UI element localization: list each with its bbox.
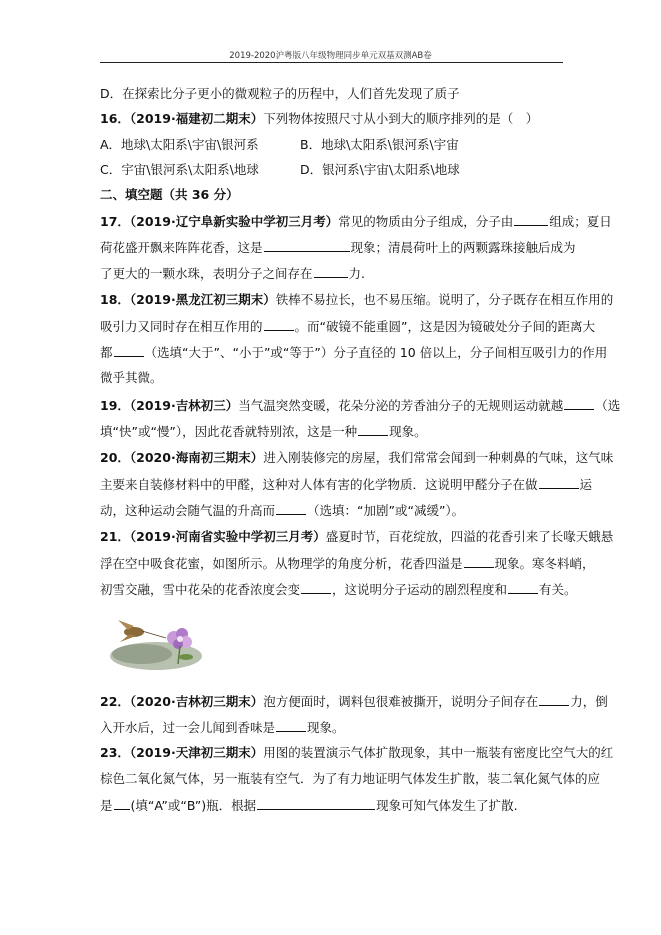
q21-blank-1[interactable]: [464, 555, 494, 568]
q16-text: 下列物体按照尺寸从小到大的顺序排列的是（ ）: [263, 111, 539, 126]
page-header: 2019-2020沪粤版八年级物理同步单元双基双测AB卷: [229, 51, 432, 61]
q18-line-3: [100, 344, 608, 361]
q17-text-2: 组成；夏日: [549, 214, 612, 229]
q17-blank-3[interactable]: [314, 265, 348, 278]
q22-source: （2020·吉林初三期末）: [129, 694, 264, 709]
q21-blank-2[interactable]: [301, 581, 331, 594]
q21-line-2: [100, 555, 595, 572]
q17-blank-2[interactable]: [264, 239, 350, 252]
q22-blank-1[interactable]: [539, 693, 569, 706]
moth-icon: [118, 620, 166, 642]
q18-text-5: （选填“大于”、“小于”或“等于”）分子直径的 10 倍以上，分子间相互吸引力的作用: [144, 345, 608, 360]
q20-text-3: 运: [579, 477, 593, 492]
q22-line-2: [100, 719, 565, 736]
q21-text: 盛夏时节，百花绽放，四溢的花香引来了长喙天蛾悬: [325, 529, 614, 544]
q16-options-cd: [100, 162, 565, 178]
q17-text-4: 现象；清晨荷叶上的两颗露珠接触后成为: [350, 240, 576, 255]
q20-line-2: [100, 476, 593, 493]
q19-line-1: [100, 397, 621, 414]
q19-text: 当气温突然变暖，花朵分泌的芳香油分子的无规则运动就越: [238, 398, 564, 413]
q16-options-ab: [100, 137, 565, 153]
q19-source: （2019·吉林初三）: [129, 398, 239, 413]
q22-text-2: 力，倒: [570, 694, 608, 709]
q23-text-2: 是: [100, 798, 113, 813]
q17-source: （2019·辽宁阜新实验中学初三月考）: [129, 214, 339, 229]
q18-line-1: [100, 292, 614, 308]
q19-blank-2[interactable]: [358, 423, 388, 436]
q19-line-2: [100, 423, 565, 440]
q15-option-d: D．在探索比分子更小的微观粒子的历程中，人们首先发现了质子: [100, 86, 460, 101]
q21-text-3: 现象。寒冬料峭，: [494, 556, 595, 571]
q20-blank-1[interactable]: [539, 476, 579, 489]
q23-line-1: [100, 745, 614, 761]
q16-number: 16．: [100, 111, 130, 126]
q19-text-3: 填“快”或“慢”），因此花香就特别浓，这是一种: [100, 424, 358, 439]
q20-line-3: [100, 502, 565, 519]
q17-text-3: 荷花盛开飘来阵阵花香，这是: [100, 240, 263, 255]
q21-line-1: [100, 529, 614, 545]
q18-number: 18．: [100, 292, 130, 307]
q16-stem: [100, 111, 565, 127]
q17-text-5: 了更大的一颗水珠，表明分子之间存在: [100, 266, 313, 281]
q21-blank-3[interactable]: [508, 581, 538, 594]
q23-source: （2019·天津初三期末）: [129, 745, 264, 760]
q23-text-4: 现象可知气体发生了扩散.: [376, 798, 518, 813]
q18-line-2: [100, 318, 595, 335]
q23-text: 用图的装置演示气体扩散现象，其中一瓶装有密度比空气大的红: [263, 745, 614, 760]
q18-blank-1[interactable]: [264, 318, 294, 331]
q20-text-4: 动，这种运动会随气温的升高而: [100, 503, 276, 518]
q21-number: 21．: [100, 529, 130, 544]
q21-line-3: [100, 581, 577, 598]
q19-text-2: （选: [595, 398, 621, 413]
q22-text-3: 入开水后，过一会儿闻到香味是: [100, 720, 276, 735]
q22-text: 泡方便面时，调料包很难被撕开，说明分子间存在: [263, 694, 539, 709]
q22-line-1: [100, 693, 608, 710]
q23-blank-2[interactable]: [257, 797, 375, 810]
moth-flower-illustration: [104, 612, 214, 672]
q18-text-3: 。而“破镜不能重圆”，这是因为镜破处分子间的距离大: [294, 319, 595, 334]
q17-line-1: [100, 213, 612, 230]
q16-source: （2019·福建初二期末）: [129, 111, 264, 126]
q16-option-b: B．地球\太阳系\银河系\宇宙: [300, 137, 459, 152]
q17-blank-1[interactable]: [514, 213, 548, 226]
q20-text-2: 主要来自装修材料中的甲醛，这种对人体有害的化学物质．这说明甲醛分子在做: [100, 477, 538, 492]
q21-text-2: 浮在空中吸食花蜜，如图所示。从物理学的角度分析，花香四溢是: [100, 556, 463, 571]
q21-text-5: ，这说明分子运动的剧烈程度和: [332, 582, 508, 597]
q21-text-4: 初雪交融，雪中花朵的花香浓度会变: [100, 582, 301, 597]
q17-line-2: [100, 239, 576, 256]
header-rule: [100, 62, 563, 63]
q18-blank-2[interactable]: [114, 344, 144, 357]
q21-source: （2019·河南省实验中学初三月考）: [129, 529, 326, 544]
q18-line-4: 微乎其微。: [100, 370, 163, 385]
q17-text: 常见的物质由分子组成，分子由: [338, 214, 514, 229]
q18-text-2: 吸引力又同时存在相互作用的: [100, 319, 263, 334]
q21-text-6: 有关。: [539, 582, 577, 597]
q23-line-2: 棕色二氧化氮气体，另一瓶装有空气．为了有力地证明气体发生扩散，装二氧化氮气体的应: [100, 771, 601, 786]
section-title-fill-in: 二、填空题（共 36 分）: [100, 187, 239, 202]
q18-text-4: 都: [100, 345, 113, 360]
q16-option-d: D．银河系\宇宙\太阳系\地球: [300, 162, 460, 177]
q20-line-1: [100, 450, 614, 466]
q20-source: （2020·海南初三期末）: [129, 450, 264, 465]
q20-text-5: （选填：“加剧”或“减缓”）。: [307, 503, 465, 518]
q23-number: 23．: [100, 745, 130, 760]
q22-number: 22．: [100, 694, 130, 709]
q18-source: （2019·黑龙江初三期末）: [129, 292, 276, 307]
q19-blank-1[interactable]: [564, 397, 594, 410]
q19-text-4: 现象。: [389, 424, 427, 439]
q22-text-4: 现象。: [307, 720, 345, 735]
q16-option-a: A．地球\太阳系\宇宙\银河系: [100, 137, 259, 152]
q23-text-3: (填“A”或“B”)瓶．根据: [130, 798, 257, 813]
q17-text-6: 力.: [348, 266, 365, 281]
q19-number: 19．: [100, 398, 130, 413]
q17-line-3: [100, 265, 565, 282]
q20-text: 进入刚装修完的房屋，我们常常会闻到一种刺鼻的气味，这气味: [263, 450, 614, 465]
q22-blank-2[interactable]: [276, 719, 306, 732]
q18-text: 铁棒不易拉长，也不易压缩。说明了，分子既存在相互作用的: [275, 292, 614, 307]
q20-blank-2[interactable]: [276, 502, 306, 515]
q17-number: 17．: [100, 214, 130, 229]
q20-number: 20．: [100, 450, 130, 465]
q23-line-3: [100, 797, 565, 814]
q23-blank-1[interactable]: [114, 797, 130, 810]
q16-option-c: C．宇宙\银河系\太阳系\地球: [100, 162, 259, 177]
